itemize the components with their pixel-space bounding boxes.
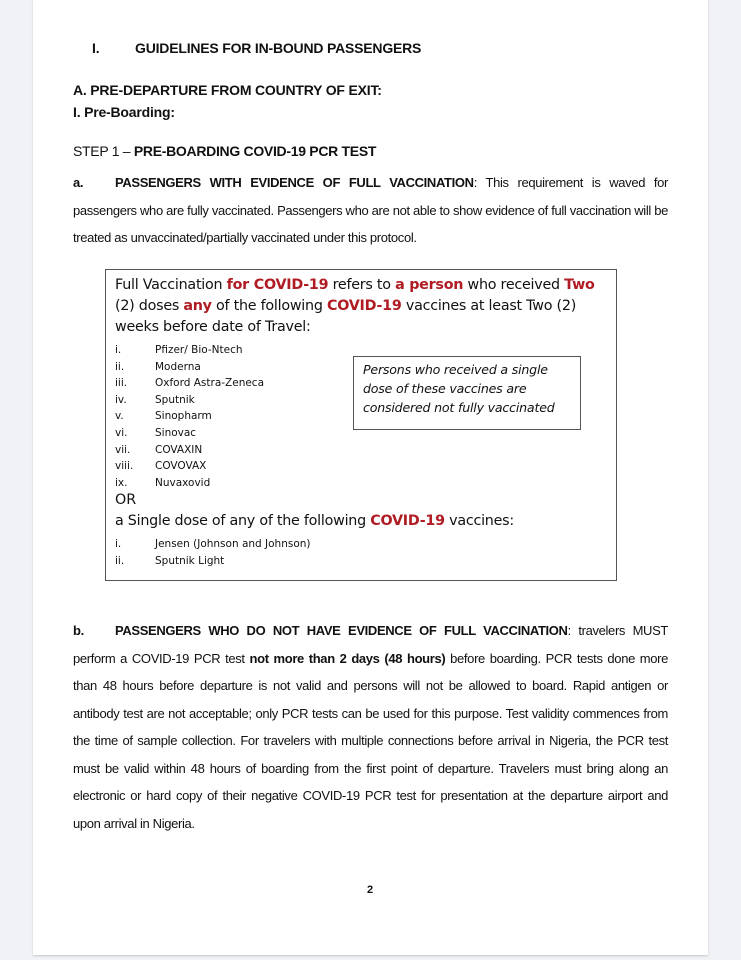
single-dose-vaccine-list [115, 536, 311, 569]
list-item [115, 475, 264, 492]
list-number: v. [115, 410, 124, 423]
full-vaccination-box [105, 269, 617, 581]
full-dose-vaccine-list [115, 342, 264, 491]
item-b-bold-deadline: not more than 2 days (48 hours) [249, 650, 446, 666]
list-number: i. [115, 344, 122, 356]
page-number: 2 [367, 884, 374, 896]
step-heading [73, 143, 376, 159]
list-number: ix. [115, 476, 128, 489]
paragraph-a [73, 169, 668, 252]
text-span: Full Vaccination [115, 277, 227, 293]
list-item [115, 342, 264, 359]
vaccine-name: Sputnik [155, 393, 195, 406]
text-span: vaccines at least Two (2) weeks before date of Travel: [115, 298, 577, 335]
list-number: ii. [115, 360, 125, 373]
subsection-heading: A. PRE-DEPARTURE FROM COUNTRY OF EXIT: [73, 82, 382, 98]
text-span: vaccines: [444, 513, 514, 529]
list-item [115, 392, 264, 409]
item-b-text: : travelers MUST perform a COVID-19 PCR test [73, 623, 669, 666]
item-marker: a. [73, 175, 84, 190]
list-number: vii. [115, 443, 131, 456]
list-number: vi. [115, 426, 128, 439]
list-item [115, 458, 264, 475]
item-a-text: : This requirement is waved for passengers who are fully vaccinated. Passengers who are not able to show evidence of full vaccination will be treated as unvaccinated/partially vaccinated under this protocol. [73, 175, 669, 245]
item-a-heading: PASSENGERS WITH EVIDENCE OF FULL VACCINATION [115, 175, 474, 190]
text-span: refers to [328, 277, 396, 293]
text-span: a Single dose of any of the following [115, 513, 371, 529]
text-span: who received [463, 277, 565, 293]
highlight-span: COVID-19 [370, 513, 445, 529]
or-separator: OR [115, 492, 137, 508]
highlight-span: COVID-19 [326, 298, 402, 314]
section-number: I. [92, 40, 100, 56]
item-b-text-continued: before boarding. PCR tests done more than 48 hours before departure is not valid and persons will not be allowed to board. Rapid antigen or antibody test are not acceptable; only PCR tests can be used for this purpose. Test validity commences from the time of sample collection. For travelers with multiple connections before arrival in Nigeria, the PCR test must be valid within 48 hours of boarding from the first point of departure. Travelers must bring along an electronic or hard copy of their negative COVID-19 PCR test for presentation at the departure airport and upon arrival in Nigeria. [73, 650, 669, 831]
list-number: iii. [115, 377, 128, 390]
vaccine-name: Sinovac [155, 426, 197, 439]
list-number: iv. [115, 393, 127, 406]
text-span: of the following [211, 298, 327, 314]
list-number: viii. [115, 460, 134, 473]
vaccine-name: Jensen (Johnson and Johnson) [155, 538, 311, 550]
item-marker: b. [73, 623, 84, 638]
single-dose-note: Persons who received a single dose of these vaccines are considered not fully vaccinated [353, 356, 581, 430]
vaccine-name: Pfizer/ Bio-Ntech [155, 344, 243, 356]
step-prefix: STEP 1 – [73, 143, 134, 159]
highlight-span: any [183, 298, 212, 314]
list-item [115, 536, 311, 553]
vaccine-name: Moderna [155, 360, 201, 373]
highlight-span: for COVID-19 [226, 277, 329, 293]
highlight-span: Two [564, 277, 595, 293]
list-item [115, 408, 264, 425]
pre-boarding-heading: I. Pre-Boarding: [73, 104, 175, 120]
full-vaccination-definition [115, 275, 615, 338]
highlight-span: a person [395, 277, 464, 293]
vaccine-name: COVAXIN [155, 443, 203, 456]
paragraph-b [73, 617, 668, 837]
vaccine-name: Oxford Astra-Zeneca [155, 377, 265, 390]
vaccine-name: Sputnik Light [155, 554, 225, 567]
vaccine-name: COVOVAX [155, 460, 207, 473]
list-item [115, 553, 311, 570]
single-dose-intro [115, 513, 514, 529]
document-page [33, 0, 708, 955]
item-b-heading: PASSENGERS WHO DO NOT HAVE EVIDENCE OF FULL VACCINATION [115, 623, 568, 638]
list-item [115, 425, 264, 442]
step-title: PRE-BOARDING COVID-19 PCR TEST [133, 143, 377, 159]
list-item [115, 442, 264, 459]
list-item [115, 375, 264, 392]
list-number: i. [115, 538, 122, 550]
list-number: ii. [115, 554, 125, 567]
vaccine-name: Sinopharm [155, 410, 212, 423]
text-span: (2) doses [115, 298, 184, 314]
list-item [115, 359, 264, 376]
vaccine-name: Nuvaxovid [155, 476, 211, 489]
section-title: GUIDELINES FOR IN-BOUND PASSENGERS [135, 40, 422, 56]
